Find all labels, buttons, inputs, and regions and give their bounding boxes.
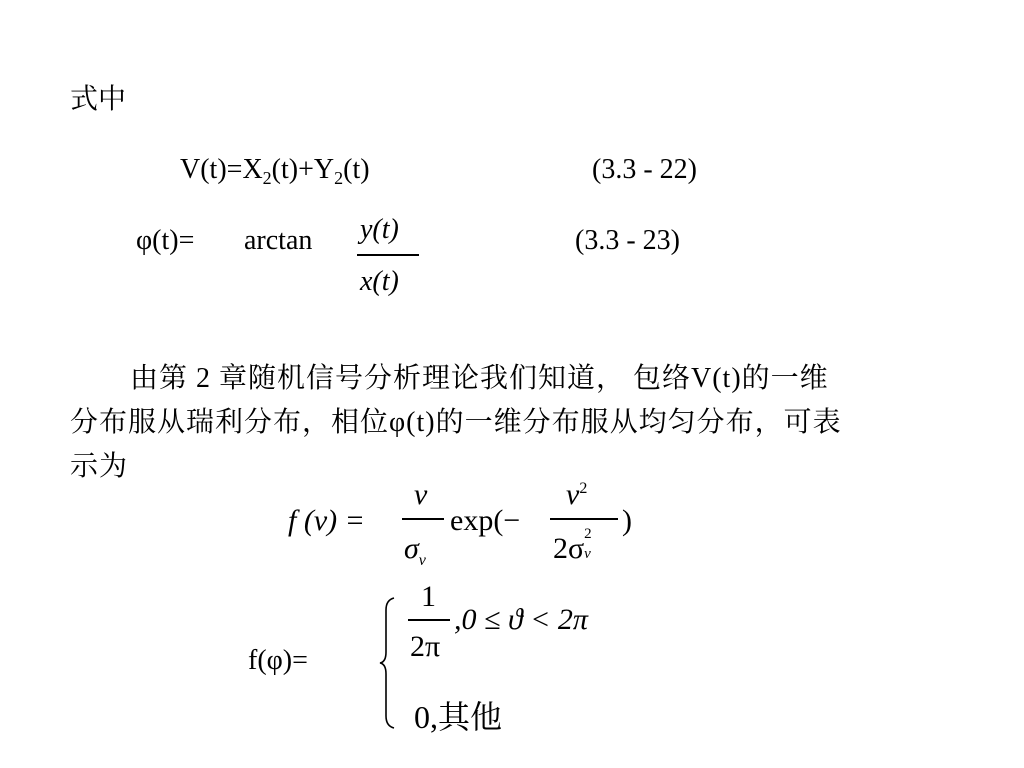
rayleigh-frac2-den — [553, 526, 598, 566]
left-brace-icon — [378, 596, 398, 730]
rayleigh-v-sup: 2 — [579, 480, 588, 497]
rayleigh-2sigma-sub: v — [584, 546, 591, 562]
eq23-denominator: x(t) — [360, 266, 399, 297]
uniform-case1-cond: ,0 ≤ ϑ < 2π — [454, 603, 588, 636]
rayleigh-lhs: f (v) = — [288, 504, 365, 537]
eq23-label: (3.3 - 23) — [575, 225, 680, 256]
rayleigh-sigma: σ — [404, 532, 419, 565]
eq23-numerator: y(t) — [360, 214, 399, 245]
eq22-part2: (t)+Y — [271, 154, 335, 185]
eq22-sub2: 2 — [334, 168, 344, 188]
rayleigh-exp: exp(− — [450, 504, 521, 537]
rayleigh-2sigma-sup: 2 — [584, 526, 592, 542]
rayleigh-frac1-den — [404, 532, 426, 570]
uniform-case2: 0,其他 — [414, 699, 503, 735]
uniform-case1-bar — [408, 619, 450, 621]
rayleigh-v: v — [566, 478, 580, 511]
paragraph-line-1 — [70, 357, 829, 401]
rayleigh-sigma-sub: v — [418, 552, 426, 569]
eq23-lhs: φ(t)= — [136, 225, 195, 256]
rayleigh-frac1-num: v — [414, 478, 428, 511]
intro-text: 式中 — [70, 84, 127, 115]
paragraph-line-2: 分布服从瑞利分布，相位φ(t)的一维分布服从均匀分布，可表 — [70, 407, 842, 438]
uniform-case1-num: 1 — [421, 580, 436, 613]
eq22-part1: V(t)=X — [180, 154, 263, 185]
rayleigh-frac2-bar — [550, 518, 618, 520]
eq22-part3: (t) — [343, 154, 370, 185]
rayleigh-frac1-bar — [402, 518, 444, 520]
rayleigh-close: ) — [622, 504, 632, 537]
equation-3-3-22 — [180, 154, 370, 188]
eq22-label: (3.3 - 22) — [592, 154, 697, 185]
paragraph-line-1-text: 由第 2 章随机信号分析理论我们知道， 包络V(t)的一维 — [130, 363, 829, 394]
rayleigh-frac2-num — [566, 478, 587, 512]
eq23-arctan: arctan — [244, 225, 313, 256]
uniform-case1-den: 2π — [410, 630, 441, 663]
eq23-fraction-bar — [357, 254, 419, 256]
paragraph-line-3: 示为 — [70, 451, 129, 482]
uniform-lhs: f(φ)= — [248, 645, 308, 676]
rayleigh-2sigma: 2σ — [553, 532, 585, 565]
eq22-sub1: 2 — [262, 168, 272, 188]
